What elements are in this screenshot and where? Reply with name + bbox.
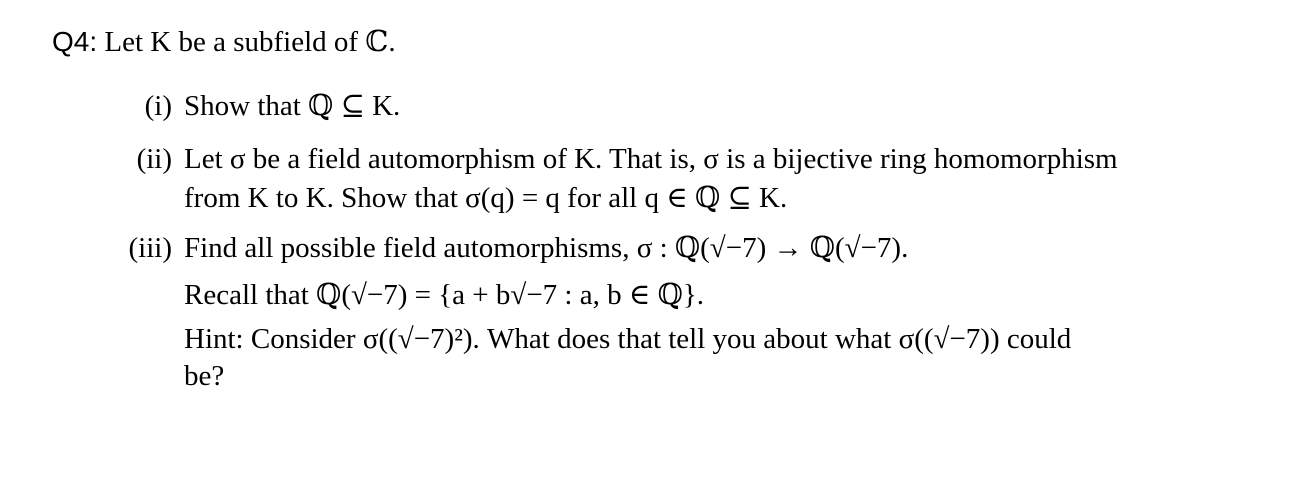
part-iii-text-line-2: Recall that ℚ(√−7) = {a + b√−7 : a, b ∈ ℚ}. <box>184 279 705 311</box>
part-ii-text-line-2: from K to K. Show that σ(q) = q for all q ∈ ℚ ⊆ K. <box>184 182 788 214</box>
part-iii-label: (iii) <box>128 232 172 264</box>
question-text: Let K be a subfield of ℂ. <box>104 26 396 58</box>
part-i-label: (i) <box>144 90 172 122</box>
part-i-text: Show that ℚ ⊆ K. <box>184 90 401 122</box>
part-iii-text-line-3: Hint: Consider σ((√−7)²). What does that tell you about what σ((√−7)) could <box>184 323 1072 355</box>
part-ii-label: (ii) <box>136 143 172 175</box>
question-number: Q4: <box>52 26 98 57</box>
part-iii-text-line-4: be? <box>184 360 225 392</box>
part-ii-text-line-1: Let σ be a field automorphism of K. That is, σ is a bijective ring homomorphism <box>184 143 1118 175</box>
part-iii-text-line-1: Find all possible field automorphisms, σ : ℚ(√−7) → ℚ(√−7). <box>184 232 909 264</box>
question-heading <box>52 24 396 60</box>
